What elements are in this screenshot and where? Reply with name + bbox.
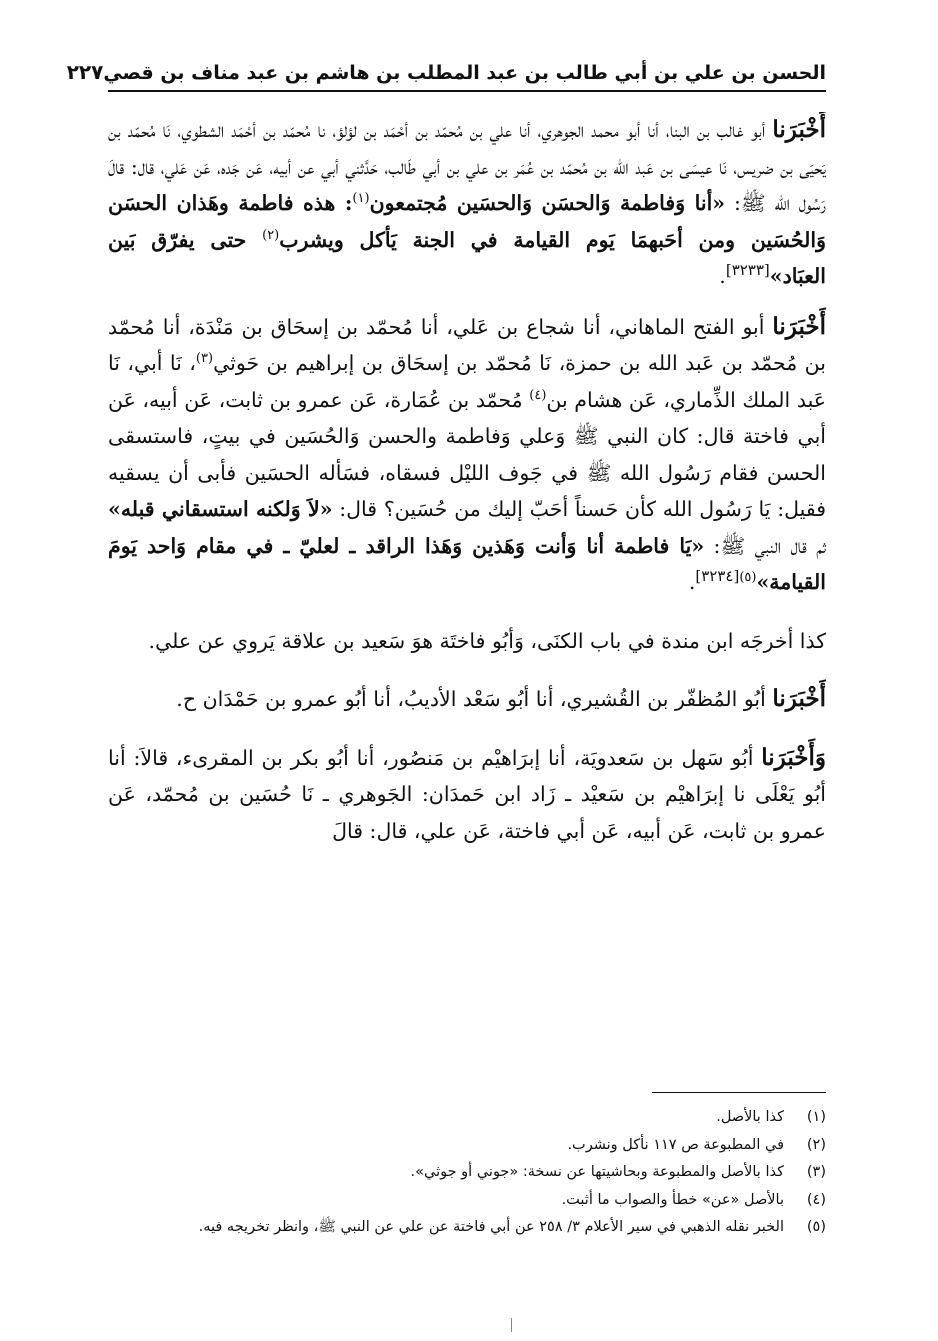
narration-text: أبُو سَهل بن سَعدويَة، أنا إبرَاهيْم بن مَنصُور، أنا أبُو بكر بن المقرىء، قالاَ: أنا أبُو يَعْلَى نا إبرَاهيْم بن سَعيْد ـ زَاد ابن حَمدَان: الجَوهري ـ نَا حُسَين بن مُحمّد، عَن عمرو بن ثابت، عَن أبيه، عَن أبي فاختة، عَن علي، قال: قالَ [108, 745, 826, 843]
footnote-item [108, 1104, 826, 1132]
footnote-marker: (٣) [195, 351, 214, 367]
footnote-text: بالأصل «عن» خطأ والصواب ما أثبت. [561, 1191, 784, 1208]
footnote-text: الخبر نقله الذهبي في سير الأعلام ٣/ ٢٥٨ عن أبي فاختة عن علي عن النبي ﷺ، وانظر تخريجه فيه. [198, 1219, 784, 1235]
footnote-item [108, 1214, 826, 1242]
running-header [66, 52, 826, 92]
footnote-number: (٢) [806, 1136, 826, 1153]
paragraph-3 [108, 623, 826, 660]
narration-text: أبو الفتح الماهاني، أنا شجاع بن عَلي، أنا مُحمّد بن إسحَاق بن مَنْدَة، أنا مُحمّد بن مُحمّد بن عَبد الله بن حمزة، نَا مُحمّد بن إسحَاق بن إبراهيم بن حَوثي [108, 314, 826, 375]
footnote-text: كذا بالأصل. [716, 1109, 784, 1125]
hadith-quote: «يَا فاطمة أنا وَأنت وَهَذين وَهَذا الراقد ـ لعليّ ـ في مقام وَاحد يَومَ القيامة» [108, 533, 826, 594]
narration-text: ، نَا أبي، نَا عَبد الملك الذِّماري، عَن هشام بن [108, 351, 826, 412]
chain-opener: أَخْبَرَنا [772, 312, 826, 340]
paragraph-1 [108, 112, 826, 295]
footnote-divider [652, 1092, 826, 1093]
footnote-number: (٣) [806, 1164, 826, 1180]
footnotes [108, 1104, 826, 1242]
narration-text: مُحمّد بن عُمَارة، عَن عمرو بن ثابت، عَن أبيه، عَن أبي فاختة قال: كان النبي ﷺ وَعلي وَفاطمة والحسن وَالحُسَين في بيتٍ، فاستسقى الحسن فقام رَسُول الله ﷺ في جَوف الليْل فسقاه، فسَأله الحسَين فأبى أن يسقيه فقيل: يَا رَسُول الله كأن حَسناً أحَبّ إليك من حُسَين؟ قال: [108, 387, 826, 521]
hadith-quote: «أنا وَفاطمة وَالحسَن وَالحسَين مُجتمعون [369, 191, 726, 215]
hadith-quote: حتى يفرّق بَين العبَاد» [108, 227, 826, 288]
narration-text: ثم قال النبي ﷺ: [704, 533, 826, 558]
paragraph-2 [108, 309, 826, 601]
footnote-marker: (٤) [529, 387, 547, 403]
footnote-number: (١) [806, 1109, 826, 1125]
footnote-marker: (٢) [262, 227, 280, 243]
footnote-item [108, 1132, 826, 1160]
footnote-item [108, 1159, 826, 1187]
footnote-marker: (١) [352, 191, 370, 207]
hadith-number: [٣٢٣٣] [725, 261, 770, 280]
running-title: الحسن بن علي بن أبي طالب بن عبد المطلب بن هاشم بن عبد مناف بن قصي [103, 62, 826, 84]
hadith-number: [٣٢٣٤] [695, 567, 740, 586]
paragraph-4 [108, 681, 826, 718]
footnote-number: (٥) [806, 1219, 826, 1235]
footnote-text: كذا بالأصل والمطبوعة وبحاشيتها عن نسخة: «جوني أو جوثي». [410, 1164, 784, 1180]
punctuation: . [688, 570, 696, 594]
footnote-item [108, 1187, 826, 1215]
chain-opener: أَخْبَرَنا [772, 685, 826, 712]
hadith-quote: «لاَ وَلكنه استسقاني قبله» [108, 497, 333, 521]
narration-text: أبُو المُظفّر بن القُشيري، أنا أبُو سَعْد الأديبُ، أنا أبُو عمرو بن حَمْدَان ح. [176, 687, 773, 711]
hadith-quote: : هذه فاطمة وهَذان الحسَن وَالحُسَين ومن أحَبهمَا يَوم القيامة في الجنة يَأكل ويشرب [108, 191, 826, 252]
commentary-text: كذا أخرجَه ابن مندة في باب الكنَى، وَأبُو فاختَة هوَ سَعيد بن علاقة يَروي عن علي. [148, 628, 826, 653]
main-text [108, 112, 826, 1072]
scan-mark [511, 1318, 512, 1332]
footnote-text: في المطبوعة ص ١١٧ نأكل ونشرب. [567, 1136, 784, 1153]
footnote-marker: (٥) [739, 570, 757, 586]
narration-text: أبو غالب بن البنا، أنا أبو محمد الجوهري، أنا علي بن مُحمّد بن أحْمَد بن لؤلؤ، نا مُحمّد بن أحْمَد الشطوي، نَا مُحمّد بن يَحيَى بن ضريس، نَا عيسَى بن عَبد الله بن مُحمّد بن عُمَر بن علي بن أبي طَالب، حَدَّثني أبي عن أبيه، عَن جَده، عَن عَلي، قال: قالَ رَسُول الله ﷺ: [108, 118, 826, 215]
footnote-number: (٤) [806, 1191, 826, 1208]
chain-opener: أَخْبَرَنا [772, 116, 826, 143]
chain-opener: وَأَخْبَرَنا [761, 743, 826, 771]
punctuation: . [719, 264, 726, 288]
paragraph-5 [108, 740, 826, 850]
page-number: ٢٢٧ [66, 60, 104, 84]
